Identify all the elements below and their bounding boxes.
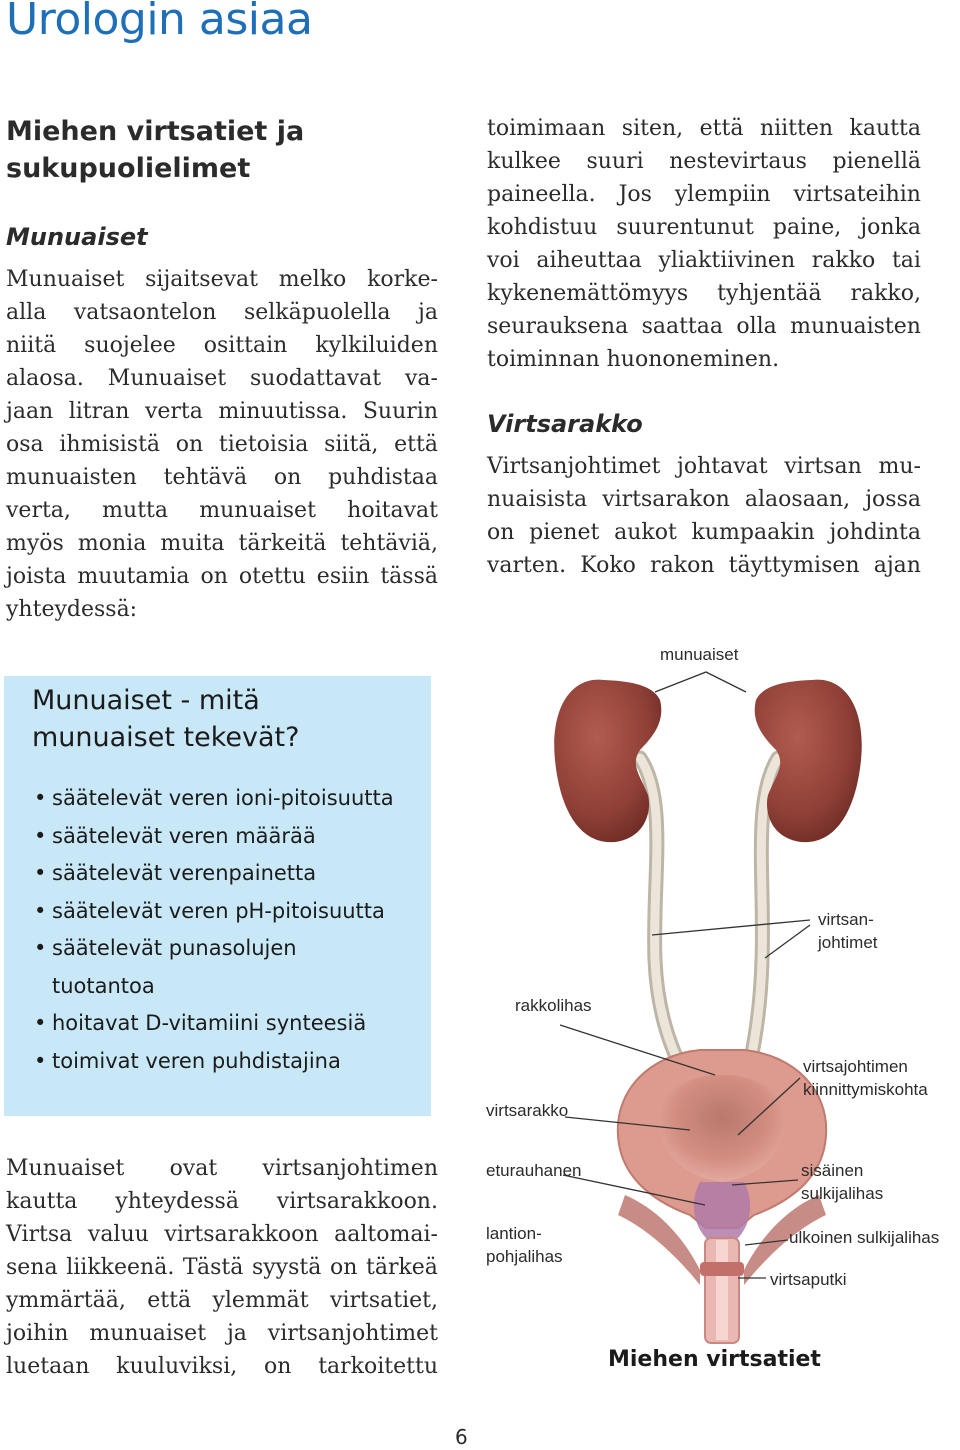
text-line: toimimaan siten, että niitten kautta	[487, 116, 921, 141]
text-line: seurauksena saattaa olla munuaisten	[487, 314, 921, 339]
leader-line-munuaiset	[655, 672, 746, 692]
label-line: johtimet	[818, 933, 878, 952]
text-line: joihin munuaiset ja virtsanjohtimet	[6, 1321, 438, 1346]
page-number: 6	[455, 1425, 468, 1449]
page-title: Urologin asiaa	[6, 0, 313, 45]
bullet-icon: •	[34, 936, 47, 960]
label-lantionpohjalihas	[486, 1222, 563, 1268]
text-line: kykenemättömyys tyhjentää rakko,	[487, 281, 921, 306]
urethra-lumen	[716, 1240, 728, 1340]
label-sisainen-sulkijalihas	[801, 1159, 883, 1205]
text-line: Virtsanjohtimet johtavat virtsan mu-	[487, 454, 921, 479]
label-line: lantion-	[486, 1224, 542, 1243]
text-line: varten. Koko rakon täyttymisen ajan	[487, 553, 921, 578]
label-rakkolihas: rakkolihas	[515, 996, 592, 1015]
text-line: nuaisista virtsarakon alaosaan, jossa	[487, 487, 921, 512]
leader-line-virtsanjohtimet-2	[765, 925, 810, 958]
label-eturauhanen: eturauhanen	[486, 1161, 582, 1180]
label-line: virtsajohtimen	[803, 1057, 908, 1076]
text-line: Munuaiset sijaitsevat melko korke-	[6, 267, 438, 292]
list-item: • säätelevät veren ioni-pitoisuutta	[34, 780, 394, 818]
text-line: yhteydessä:	[6, 597, 138, 622]
text-line: jaan litran verta minuutissa. Suurin	[6, 399, 438, 424]
list-item-continuation: tuotantoa	[52, 973, 155, 998]
text-line: alaosa. Munuaiset suodattavat va-	[6, 366, 438, 391]
prostate	[694, 1182, 750, 1240]
text-line: toiminnan huononeminen.	[487, 347, 780, 372]
label-line: pohjalihas	[486, 1247, 563, 1266]
text-line: voi aiheuttaa yliaktiivinen rakko tai	[487, 248, 921, 273]
bullet-icon: •	[34, 861, 47, 885]
text-line: kautta yhteydessä virtsarakkoon.	[6, 1189, 438, 1214]
text-line: joista muutamia on otettu esiin tässä	[6, 564, 438, 589]
text-line: Virtsa valuu virtsarakkoon aaltomai-	[6, 1222, 438, 1247]
label-ulkoinen-sulkijalihas: ulkoinen sulkijalihas	[789, 1228, 940, 1247]
label-virtsaputki: virtsaputki	[770, 1270, 847, 1289]
subheading-munuaiset: Munuaiset	[6, 223, 148, 251]
text-line: Munuaiset ovat virtsanjohtimen	[6, 1156, 438, 1181]
text-line: paineella. Jos ylempiin virtsateihin	[487, 182, 921, 207]
list-item: • säätelevät veren pH-pitoisuutta	[34, 893, 394, 931]
text-line: kulkee suuri nestevirtaus pienellä	[487, 149, 921, 174]
bullet-icon: •	[34, 898, 47, 923]
list-item: • toimivat veren puhdistajina	[34, 1043, 394, 1081]
bullet-icon: •	[34, 1011, 47, 1035]
label-virtsanjohtimet	[818, 908, 878, 954]
text-line: niitä suojelee osittain kylkiluiden	[6, 333, 438, 358]
text-line: osa ihmisistä on tietoisia siitä, että	[6, 432, 438, 457]
external-sphincter	[700, 1262, 744, 1276]
label-line: kiinnittymiskohta	[803, 1080, 928, 1099]
list-item: • säätelevät punasolujen	[34, 930, 394, 968]
label-line: sulkijalihas	[801, 1184, 884, 1203]
bullet-icon: •	[34, 823, 47, 848]
bullet-icon: •	[34, 786, 47, 810]
text-line: verta, mutta munuaiset hoitavat	[6, 498, 438, 523]
text-line: sena liikkeenä. Tästä syystä on tärkeä	[6, 1255, 438, 1280]
info-box-title-line: munuaiset tekevät?	[32, 722, 300, 753]
label-line: sisäinen	[801, 1161, 864, 1180]
text-line: alla vatsaontelon selkäpuolella ja	[6, 300, 438, 325]
label-line: virtsan-	[818, 910, 874, 929]
diagram-caption: Miehen virtsatiet	[608, 1347, 821, 1372]
leader-line-rakkolihas	[560, 1025, 715, 1075]
leader-line-virtsanjohtimet	[652, 920, 810, 935]
label-kiinnittymiskohta	[803, 1055, 928, 1101]
text-line: luetaan kuuluviksi, on tarkoitettu	[6, 1354, 438, 1379]
text-line: myös monia muita tärkeitä tehtäviä,	[6, 531, 438, 556]
text-line: ymmärtää, että ylemmät virtsatiet,	[6, 1288, 438, 1313]
subheading-virtsarakko: Virtsarakko	[487, 410, 643, 438]
section-heading-line: Miehen virtsatiet ja	[6, 116, 305, 147]
label-munuaiset: munuaiset	[660, 645, 739, 664]
text-line: on pienet aukot kumpaakin johdinta	[487, 520, 921, 545]
label-virtsarakko: virtsarakko	[486, 1101, 569, 1120]
bullet-icon: •	[34, 1048, 47, 1073]
list-item: • säätelevät verenpainetta	[34, 855, 394, 893]
list-item: • säätelevät veren määrää	[34, 818, 394, 856]
section-heading-line: sukupuolielimet	[6, 153, 251, 184]
text-line: kohdistuu suurentunut paine, jonka	[487, 215, 921, 240]
text-line: munuaisten tehtävä on puhdistaa	[6, 465, 438, 490]
info-box-title-line: Munuaiset - mitä	[32, 685, 260, 716]
list-item: • hoitavat D-vitamiini synteesiä	[34, 1005, 394, 1043]
